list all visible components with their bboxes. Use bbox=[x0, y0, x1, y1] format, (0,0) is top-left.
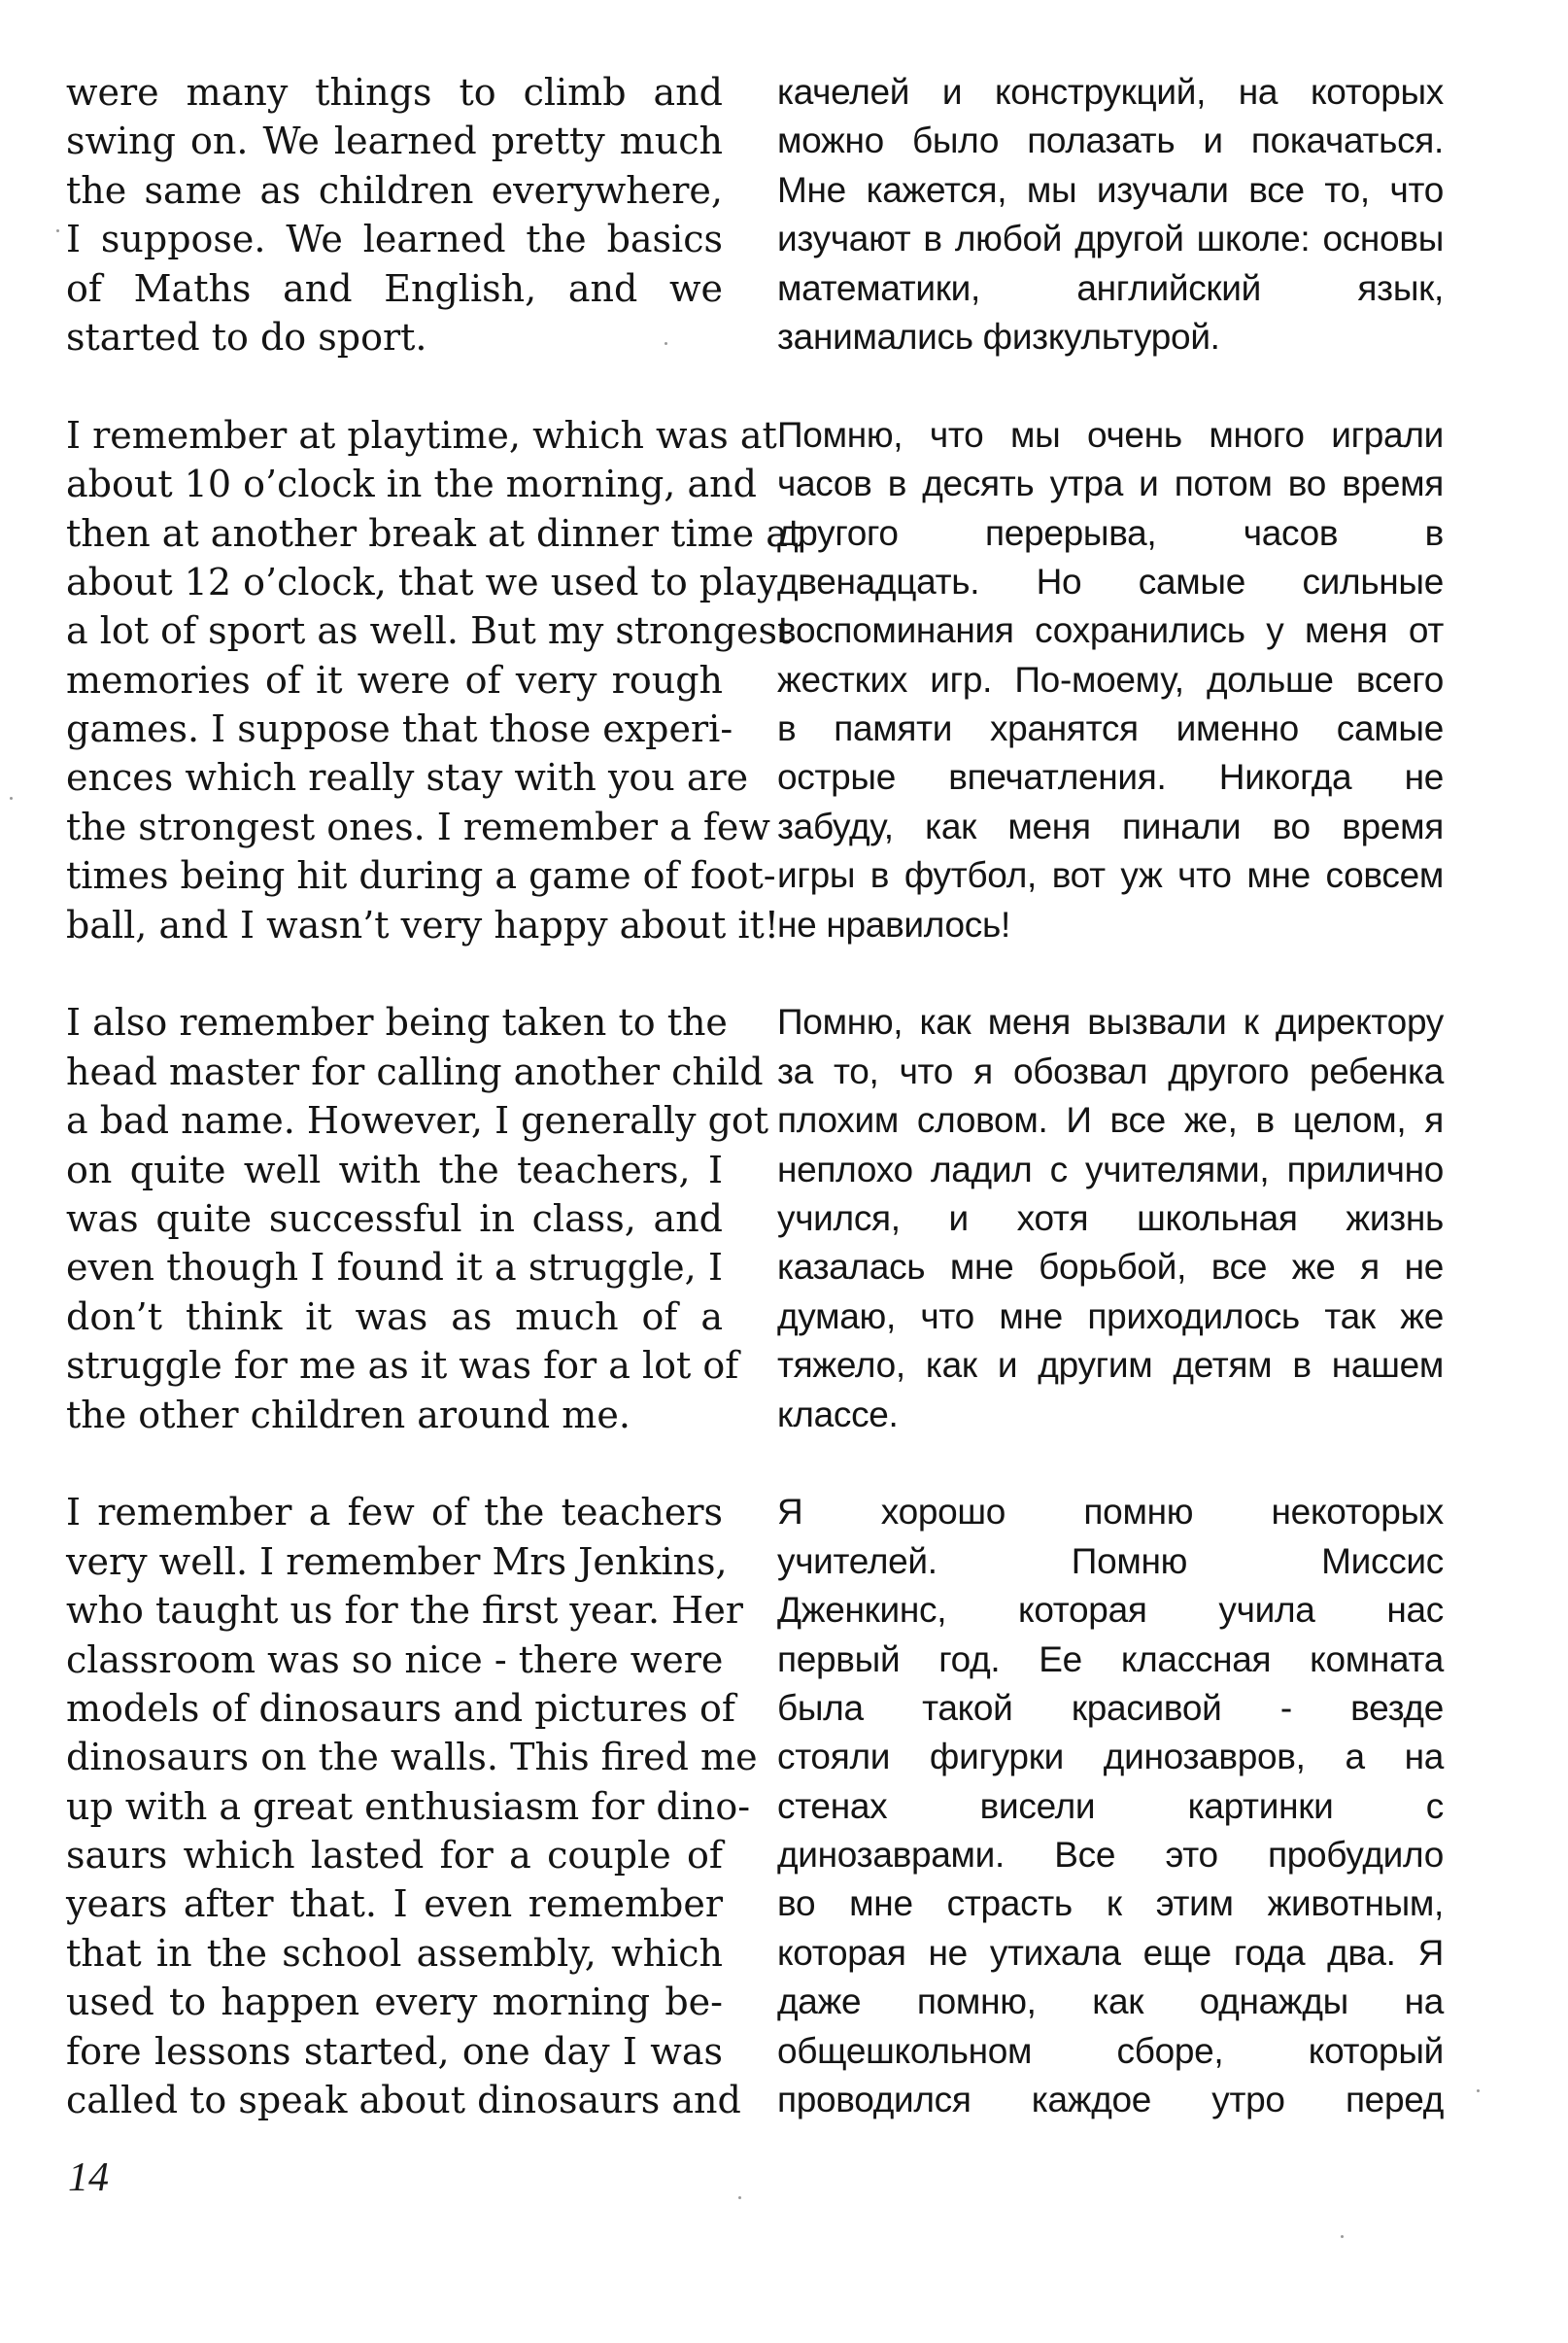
text-line: started to do sport. bbox=[66, 315, 427, 359]
text-line: другого перерыва, часов в bbox=[777, 512, 1444, 553]
scan-speck bbox=[56, 229, 59, 232]
text-line: the other children around me. bbox=[66, 1393, 631, 1436]
english-paragraph-3 bbox=[66, 998, 769, 1439]
text-line: used to happen every morning be- bbox=[66, 1981, 723, 2024]
scan-speck bbox=[1341, 2235, 1344, 2238]
text-line: стенах висели картинки с bbox=[777, 1785, 1444, 1826]
text-line: fore lessons started, one day I was bbox=[66, 2029, 723, 2073]
text-line: I remember a few of the teachers bbox=[66, 1491, 723, 1534]
text-line: тяжело, как и другим детям в нашем bbox=[777, 1345, 1444, 1386]
text-line: years after that. I even remember bbox=[66, 1882, 723, 1926]
text-line: that in the school assembly, which bbox=[66, 1931, 723, 1975]
text-line: dinosaurs on the walls. This fired me bbox=[66, 1736, 758, 1779]
text-line: учителей. Помню Миссис bbox=[777, 1540, 1444, 1581]
text-line: даже помню, как однажды на bbox=[777, 1981, 1444, 2022]
text-line: часов в десять утра и потом во время bbox=[777, 464, 1444, 504]
english-column bbox=[66, 68, 803, 2174]
text-line: I also remember being taken to the bbox=[66, 1001, 728, 1045]
text-line: была такой красивой - везде bbox=[777, 1687, 1444, 1728]
text-line: who taught us for the first year. Her bbox=[66, 1589, 743, 1633]
text-line: very well. I remember Mrs Jenkins, bbox=[66, 1539, 728, 1583]
text-line: struggle for me as it was for a lot of bbox=[66, 1344, 739, 1388]
text-line: за то, что я обозвал другого ребенка bbox=[777, 1051, 1444, 1091]
text-line: was quite successful in class, and bbox=[66, 1196, 723, 1240]
russian-column bbox=[777, 68, 1444, 2174]
text-line: классе. bbox=[777, 1394, 899, 1434]
text-line: saurs which lasted for a couple of bbox=[66, 1834, 723, 1878]
text-line: then at another break at dinner time at bbox=[66, 511, 803, 555]
scan-speck bbox=[738, 2196, 741, 2199]
text-line: неплохо ладил с учителями, прилично bbox=[777, 1149, 1444, 1189]
text-line: about 10 o’clock in the morning, and bbox=[66, 463, 757, 506]
text-line: думаю, что мне приходилось так же bbox=[777, 1295, 1444, 1336]
text-line: a bad name. However, I generally got bbox=[66, 1099, 769, 1143]
text-line: head master for calling another child bbox=[66, 1050, 764, 1093]
english-paragraph-4 bbox=[66, 1488, 758, 2124]
text-line: the same as children everywhere, bbox=[66, 168, 723, 212]
text-line: в памяти хранятся именно самые bbox=[777, 708, 1444, 749]
text-line: плохим словом. И все же, в целом, я bbox=[777, 1100, 1444, 1141]
text-line: первый год. Ее классная комната bbox=[777, 1638, 1444, 1679]
text-line: воспоминания сохранились у меня от bbox=[777, 610, 1444, 651]
text-line: стояли фигурки динозавров, а на bbox=[777, 1737, 1444, 1777]
text-line: проводился каждое утро перед bbox=[777, 2080, 1444, 2120]
text-line: I remember at playtime, which was at bbox=[66, 413, 777, 457]
russian-paragraph-3 bbox=[777, 998, 1444, 1439]
text-line: classroom was so nice - there were bbox=[66, 1637, 724, 1681]
text-line: не нравилось! bbox=[777, 904, 1010, 945]
page-number: 14 bbox=[68, 2155, 109, 2200]
text-line: up with a great enthusiasm for dino- bbox=[66, 1784, 751, 1828]
scan-speck bbox=[665, 342, 667, 345]
text-line: Мне кажется, мы изучали все то, что bbox=[777, 169, 1444, 210]
text-line: even though I found it a struggle, I bbox=[66, 1246, 723, 1290]
text-line: memories of it were of very rough bbox=[66, 658, 723, 702]
text-line: забуду, как меня пинали во время bbox=[777, 806, 1444, 846]
text-line: казалась мне борьбой, все же я не bbox=[777, 1247, 1444, 1288]
text-line: Дженкинс, которая учила нас bbox=[777, 1590, 1444, 1631]
text-line: I suppose. We learned the basics bbox=[66, 218, 723, 261]
text-line: можно было полазать и покачаться. bbox=[777, 121, 1444, 161]
text-line: of Maths and English, and we bbox=[66, 266, 723, 310]
text-line: were many things to climb and bbox=[66, 71, 723, 114]
text-line: Помню, что мы очень много играли bbox=[777, 414, 1444, 455]
text-line: жестких игр. По-моему, дольше всего bbox=[777, 659, 1444, 700]
russian-paragraph-4 bbox=[777, 1488, 1444, 2124]
text-line: двенадцать. Но самые сильные bbox=[777, 561, 1444, 602]
text-line: times being hit during a game of foot- bbox=[66, 854, 776, 898]
text-line: игры в футбол, вот уж что мне совсем bbox=[777, 855, 1444, 896]
text-line: которая не утихала еще года два. Я bbox=[777, 1932, 1444, 1973]
text-line: острые впечатления. Никогда не bbox=[777, 757, 1444, 798]
text-line: качелей и конструкций, на которых bbox=[777, 72, 1444, 112]
text-line: called to speak about dinosaurs and bbox=[66, 2079, 741, 2122]
text-line: во мне страсть к этим животным, bbox=[777, 1883, 1444, 1924]
text-line: don’t think it was as much of a bbox=[66, 1294, 723, 1338]
text-line: the strongest ones. I remember a few bbox=[66, 805, 770, 848]
text-line: Я хорошо помню некоторых bbox=[777, 1492, 1444, 1533]
text-line: Помню, как меня вызвали к директору bbox=[777, 1002, 1444, 1043]
text-line: games. I suppose that those experi- bbox=[66, 707, 733, 751]
text-line: a lot of sport as well. But my strongest bbox=[66, 609, 793, 653]
text-line: swing on. We learned pretty much bbox=[66, 120, 723, 163]
text-line: on quite well with the teachers, I bbox=[66, 1148, 723, 1191]
text-line: ences which really stay with you are bbox=[66, 756, 749, 800]
scan-speck bbox=[10, 797, 13, 800]
text-line: models of dinosaurs and pictures of bbox=[66, 1686, 735, 1730]
text-line: общешкольном сборе, который bbox=[777, 2030, 1444, 2071]
text-line: учился, и хотя школьная жизнь bbox=[777, 1197, 1444, 1238]
scan-speck bbox=[1477, 2089, 1480, 2092]
english-paragraph-1 bbox=[66, 68, 723, 362]
text-line: динозаврами. Все это пробудило bbox=[777, 1835, 1444, 1876]
text-line: занимались физкультурой. bbox=[777, 316, 1220, 357]
text-line: ball, and I wasn’t very happy about it! bbox=[66, 903, 780, 947]
russian-paragraph-1 bbox=[777, 68, 1444, 362]
russian-paragraph-2 bbox=[777, 411, 1444, 949]
text-line: математики, английский язык, bbox=[777, 267, 1444, 308]
text-line: изучают в любой другой школе: основы bbox=[777, 219, 1444, 259]
text-line: about 12 o’clock, that we used to play bbox=[66, 560, 778, 603]
english-paragraph-2 bbox=[66, 411, 803, 949]
